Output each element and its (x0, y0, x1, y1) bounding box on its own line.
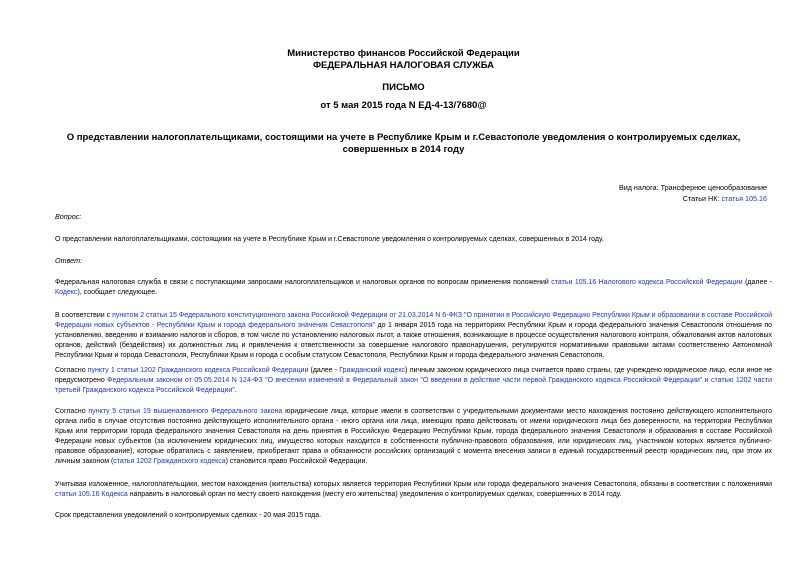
p2-text-2: до 1 января 2015 года на территориях Республики Крым и города федерального значения Севастополя отношения по установлению, введению и взиманию налогов и сборов, в том числе по установлению налоговых льгот, а также отношения, возникающие в процессе осуществления налогового контроля, обжалования актов налоговых органов, действий (бездействия) их должностных лиц и привлечения к ответственности за совершение налогового правонарушения, регулируются нормативными правовыми актами соответственно Автономной Республики Крым и города Севастополя, Республики Крым и города с особым статусом Севастополя, Республики Крым и города федерального значения Севастополя. (55, 322, 772, 359)
question-label: Вопрос: (55, 212, 82, 221)
federal-law-article-19-link[interactable]: пункту 5 статьи 19 вышеназванного Федерального закона (88, 408, 283, 415)
article-105-16-link[interactable]: статья 105.16 (721, 194, 767, 203)
civil-code-link[interactable]: Гражданский кодекс (339, 367, 405, 374)
p4-text-3: ) становится право Российской Федерации. (225, 458, 368, 465)
federal-law-124-link[interactable]: Федеральным законом от 05.05.2014 N 124-ФЗ "О внесении изменений в Федеральный закон "О введении в действие части первой Гражданского кодекса Российской Федерации" и статью 1202 части третьей Гражданского кодекса Российской Федерации" (55, 377, 772, 394)
p5-text-2: направить в налоговый орган по месту своего нахождения (месту его жительства) уведомления о контролируемых сделках, совершенных в 2014 году. (127, 491, 622, 498)
tax-code-link[interactable]: Кодекс (55, 289, 78, 296)
question-text: О представлении налогоплательщиками, состоящими на учете в Республике Крым и г.Севастополе уведомления о контролируемых сделках, совершенных в 2014 году. (55, 236, 604, 243)
p4-text-2: юридические лица, которые имели в соответствии с учредительными документами место нахождения постоянно действующего исполнительного органа либо в случае отсутствия постоянно действующего исполнительного органа - иного органа или лица, имеющих право действовать от имени юридического лица без доверенности, на территории Республики Крым или территории города федерального значения Севастополя на день принятия в Российскую Федерацию Республики Крым, города федерального значения Севастополя и образования в составе Российской Федерации новых субъектов (за исключением юридических лиц, имущество которых находится в собственности публично-правового образования, или юридических лиц, участником которых является публично-правовое образование), которые обратились с заявлением, приобретают права и обязанности российских организаций с момента внесения записи в единый государственный реестр юридических лиц, при этом их личным законом ( (55, 408, 772, 465)
articles-prefix: Статьи НК: (682, 194, 722, 203)
constitutional-law-link[interactable]: пунктом 2 статьи 15 Федерального конституционного закона Российской Федерации от 21.03.2014 N 6-ФКЗ "О принятии в Российскую Федерацию Республики Крым и образовании в составе Российской Федерации новых субъектов - Республики Крым и города федерального значения Севастополя" (55, 312, 773, 329)
tax-type: Вид налога: Трансферное ценообразование (618, 183, 767, 192)
p1-text-2: (далее - (742, 279, 773, 286)
paragraph-5 (55, 480, 772, 500)
p1-text-3: ), сообщает следующее. (77, 289, 158, 296)
paragraph-4 (55, 407, 772, 467)
p3-text-1: Согласно (55, 367, 88, 374)
document-header (0, 48, 807, 72)
service-name: ФЕДЕРАЛЬНАЯ НАЛОГОВАЯ СЛУЖБА (312, 60, 495, 71)
p1-text-1: Федеральная налоговая служба в связи с поступающими запросами налогоплательщиков и налоговых органов по вопросам применения положений (55, 279, 552, 286)
code-article-105-16-link[interactable]: статьи 105.16 Кодекса (55, 491, 128, 498)
p5-text-1: Учитывая изложенное, налогоплательщики, местом нахождения (жительства) которых является территория Республики Крым или города федерального значения Севастополя, обязаны в соответствии с положениями (55, 481, 772, 488)
answer-label: Ответ: (55, 256, 83, 265)
document-title: О представлении налогоплательщиками, состоящими на учете в Республике Крым и г.Севастополе уведомления о контролируемых сделках, совершенных в 2014 году (66, 132, 741, 155)
tax-code-article-link[interactable]: статьи 105.16 Налогового кодекса Российской Федерации (551, 279, 743, 286)
civil-code-article-1202-link[interactable]: статья 1202 Гражданского кодекса (113, 458, 226, 465)
paragraph-1 (55, 278, 772, 298)
p2-text-1: В соответствии с (55, 312, 113, 319)
ministry-name: Министерство финансов Российской Федерации (287, 48, 520, 59)
p4-text-1: Согласно (55, 408, 89, 415)
document-type: ПИСЬМО (382, 82, 425, 93)
p3-text-2: (далее - (308, 367, 340, 374)
civil-code-article-link[interactable]: пункту 1 статьи 1202 Гражданского кодекса Российской Федерации (87, 367, 309, 374)
paragraph-2 (55, 311, 772, 361)
paragraph-3 (55, 366, 772, 396)
document-number: от 5 мая 2015 года N ЕД-4-13/7680@ (320, 100, 487, 111)
p3-text-4: . (234, 387, 237, 394)
p3-text-3: ) личным законом юридического лица считается право страны, где учреждено юридическое лицо, если иное не предусмотрено (55, 367, 772, 384)
tax-code-articles (683, 194, 767, 204)
paragraph-6: Срок представления уведомлений о контролируемых сделках - 20 мая 2015 года. (55, 512, 322, 519)
